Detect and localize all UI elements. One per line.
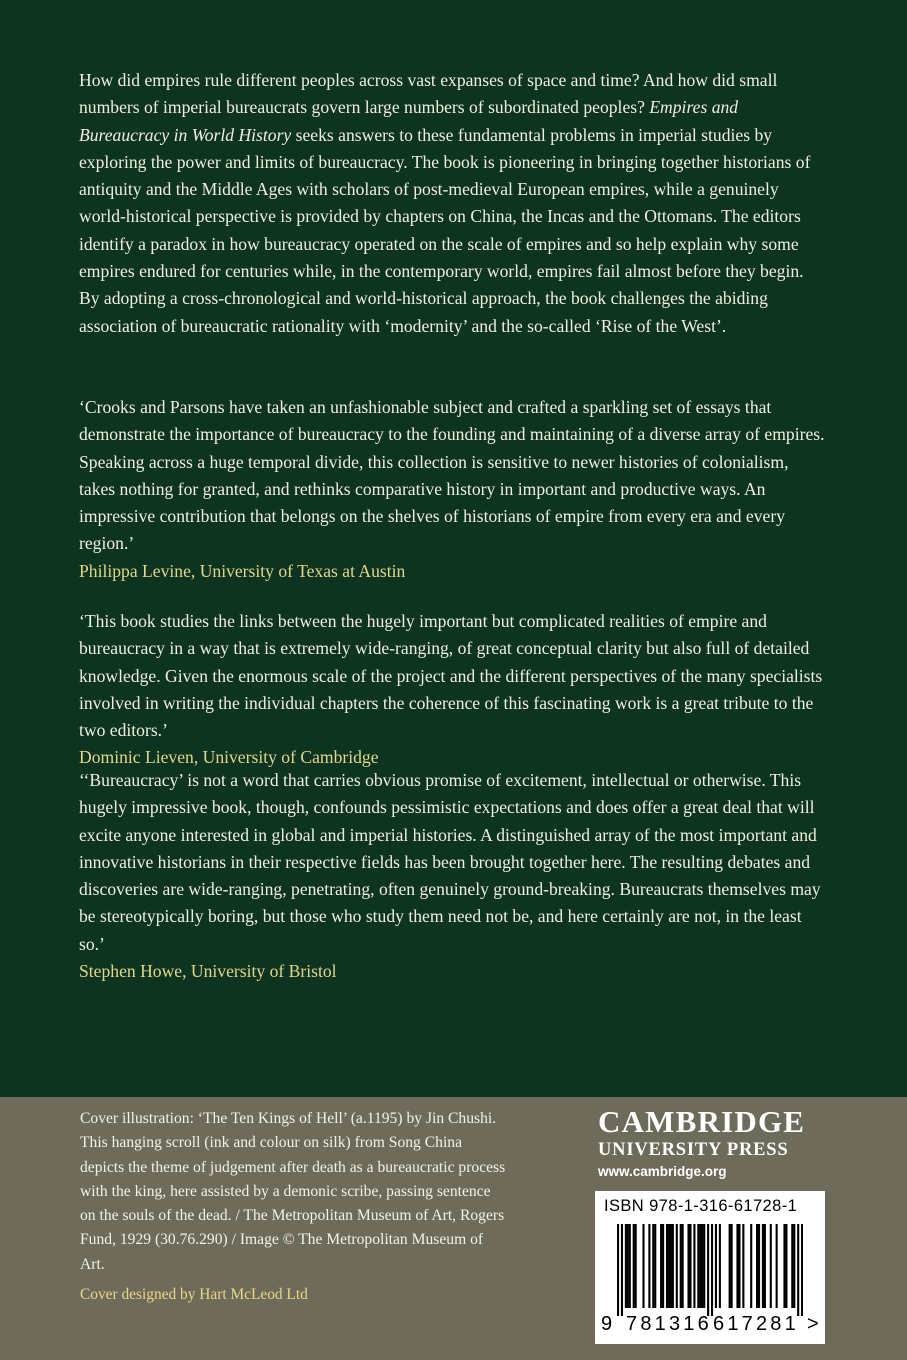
barcode-bar: [670, 1224, 672, 1308]
barcode-bar: [715, 1224, 717, 1308]
barcode-bar: [648, 1224, 650, 1308]
barcode-bar: [711, 1224, 713, 1316]
review-2: [79, 608, 827, 772]
barcode-bar: [625, 1224, 627, 1308]
barcode-bar: [776, 1224, 778, 1308]
barcode-bar: [707, 1224, 709, 1316]
barcode-bar: [662, 1224, 664, 1308]
barcode-bar: [793, 1224, 795, 1308]
barcode-bar: [770, 1224, 772, 1308]
book-title-italic: Empires and Bureaucracy in World History: [79, 97, 739, 145]
barcode-icon: [617, 1224, 803, 1316]
barcode-bar: [738, 1224, 740, 1308]
review-author: Dominic Lieven, University of Cambridge: [79, 747, 379, 768]
barcode-bar: [703, 1224, 705, 1308]
barcode-bar: [666, 1224, 668, 1308]
barcode-bar: [642, 1224, 644, 1308]
review-quote: ‘This book studies the links between the hugely important but complicated realities of empire and bureaucracy in a way that is extremely wide-ranging, of great conceptual clarity but also full of detailed knowledge. Given the enormous scale of the project and the different perspectives of the many specialists involved in writing the individual chapters the coherence of this fascinating work is a great tribute to the two editors.’: [79, 611, 823, 741]
barcode-bar: [697, 1224, 699, 1308]
publisher-logo: [598, 1105, 828, 1181]
barcode-bar: [693, 1224, 695, 1308]
barcode-bar: [750, 1224, 752, 1308]
isbn-label: ISBN 978-1-316-61728-1: [604, 1197, 798, 1215]
review-1: [79, 394, 827, 585]
barcode-bar: [660, 1224, 662, 1308]
blurb-text-end: seeks answers to these fundamental problems in imperial studies by exploring the power and limits of bureaucracy. The book is pioneering in bringing together historians of antiquity and the Middle Ages with scholars of post-medieval European empires, while a genuinely world-historical perspective is provided by chapters on China, the Incas and the Ottomans. The editors identify a paradox in how bureaucracy operated on the scale of empires and so help explain why some empires endured for centuries while, in the contemporary world, empires fail almost before they begin. By adopting a cross-chronological and world-historical approach, the book challenges the abiding association of bureaucratic rationality with ‘modernity’ and the so-called ‘Rise of the West’.: [79, 124, 811, 336]
cover-designer-credit: Cover designed by Hart McLeod Ltd: [80, 1286, 308, 1303]
review-author: Stephen Howe, University of Bristol: [79, 961, 337, 982]
review-quote: ‘Crooks and Parsons have taken an unfashionable subject and crafted a sparkling set of essays that demonstrate the importance of bureaucracy to the founding and maintaining of a diverse array of empires. Speaking across a huge temporal divide, this collection is sensitive to newer histories of colonialism, takes nothing for granted, and rethinks comparative history in important and productive ways. An impressive contribution that belongs on the shelves of historians of empire from every era and every region.’: [79, 397, 825, 554]
barcode-bar: [687, 1224, 689, 1308]
barcode-group-2: 617281: [713, 1313, 799, 1335]
book-blurb: [79, 67, 827, 340]
barcode-bar: [672, 1224, 674, 1308]
barcode-bar: [801, 1224, 803, 1316]
barcode-bar: [629, 1224, 631, 1308]
publisher-press: UNIVERSITY PRESS: [598, 1140, 789, 1160]
review-quote: ‘‘Bureaucracy’ is not a word that carries obvious promise of excitement, intellectual or otherwise. This hugely impressive book, though, confounds pessimistic expectations and does offer a great deal that will excite anyone interested in global and imperial histories. A distinguished array of the most important and innovative historians in their respective fields has been brought together here. The resulting debates and discoveries are wide-ranging, penetrating, often genuinely ground-breaking. Bureaucrats themselves may be stereotypically boring, but those who study them need not be, and here certainly are not, in the least so.’: [79, 770, 821, 954]
barcode-bar: [701, 1224, 703, 1308]
barcode-bar: [758, 1224, 760, 1308]
barcode-bar: [764, 1224, 766, 1308]
barcode-bar: [783, 1224, 785, 1308]
barcode-bar: [785, 1224, 787, 1308]
barcode-bar: [719, 1224, 721, 1308]
barcode-bar: [797, 1224, 799, 1316]
barcode-bar: [731, 1224, 733, 1308]
barcode-bar: [654, 1224, 656, 1308]
barcode-bar: [762, 1224, 764, 1308]
cover-illustration-credit: Cover illustration: ‘The Ten Kings of Hell’ (a.1195) by Jin Chushi. This hanging scroll (ink and colour on silk) from Song China depicts the theme of judgement after death as a bureaucratic process with the king, here assisted by a demonic scribe, passing sentence on the souls of the dead. / The Metropolitan Museum of Art, Rogers Fund, 1929 (30.76.290) / Image © The Metropolitan Museum of Art.: [80, 1110, 506, 1273]
isbn-barcode: [595, 1191, 825, 1344]
barcode-bar: [633, 1224, 635, 1308]
barcode-bar: [689, 1224, 691, 1308]
barcode-bar: [729, 1224, 731, 1308]
barcode-bar: [617, 1224, 619, 1316]
barcode-bar: [627, 1224, 629, 1308]
barcode-first-digit: 9: [601, 1313, 613, 1335]
barcode-bar: [791, 1224, 793, 1308]
barcode-bar: [699, 1224, 701, 1308]
barcode-group-1: 781316: [626, 1313, 712, 1335]
barcode-bar: [668, 1224, 670, 1308]
barcode-bar: [680, 1224, 682, 1308]
barcode-arrow: >: [807, 1313, 819, 1335]
barcode-bar: [676, 1224, 678, 1308]
barcode-bar: [621, 1224, 623, 1316]
publisher-name: CAMBRIDGE: [598, 1104, 806, 1139]
blurb-text-start: How did empires rule different peoples across vast expanses of space and time? And how did small numbers of imperial bureaucrats govern large numbers of subordinated peoples?: [79, 70, 778, 118]
review-author: Philippa Levine, University of Texas at Austin: [79, 560, 406, 581]
barcode-bar: [736, 1224, 738, 1308]
barcode-bar: [742, 1224, 744, 1308]
barcode-bar: [756, 1224, 758, 1308]
review-3: [79, 767, 827, 985]
publisher-website: www.cambridge.org: [598, 1164, 727, 1179]
barcode-bar: [652, 1224, 654, 1308]
barcode-bar: [682, 1224, 684, 1308]
barcode-bar: [635, 1224, 637, 1308]
